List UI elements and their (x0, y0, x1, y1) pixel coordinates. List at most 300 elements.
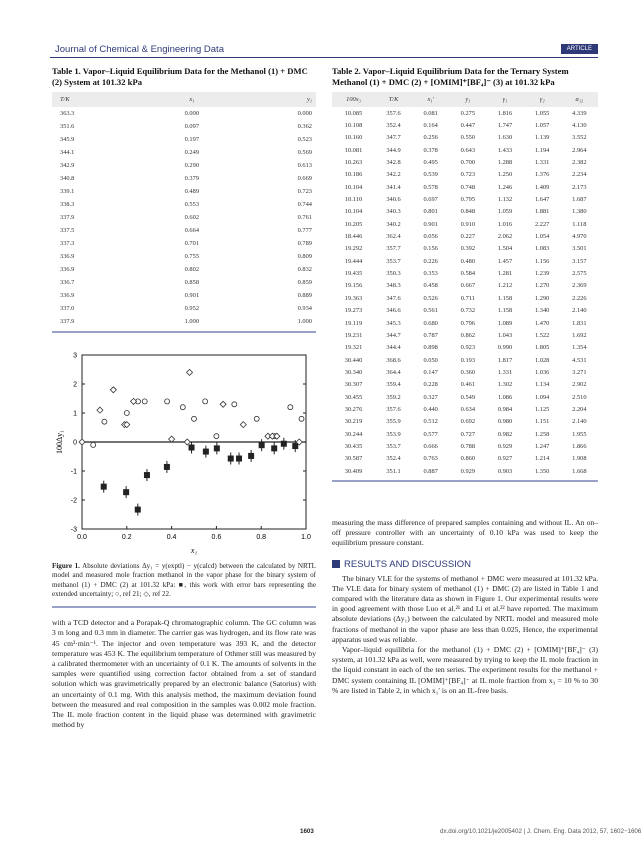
table-cell: 1.086 (497, 393, 513, 401)
table-cell: 0.156 (423, 245, 438, 253)
table-cell: 0.934 (297, 305, 312, 312)
x-axis-label: x₁ (190, 546, 198, 555)
table-cell: 0.569 (297, 149, 312, 156)
data-point-this-work (144, 472, 150, 478)
table-cell: 0.228 (423, 381, 438, 389)
table-cell: 0.952 (184, 305, 200, 312)
table-rule (52, 331, 316, 333)
table-cell: 336.9 (60, 253, 75, 260)
data-point-ref21 (288, 405, 293, 410)
table-cell: 344.7 (386, 331, 401, 339)
table-cell: 0.489 (184, 188, 200, 195)
table-cell: 0.669 (297, 175, 312, 182)
table-cell: 30.435 (344, 442, 363, 450)
table-cell: 2.062 (497, 233, 513, 241)
table-row (52, 237, 316, 250)
table-cell: 364.4 (386, 368, 401, 376)
table-cell: 1.522 (534, 331, 550, 339)
column-header: x₁ (189, 96, 195, 103)
table-cell: 346.6 (386, 307, 401, 315)
table-cell: 1.908 (572, 455, 587, 463)
table-rule (332, 480, 598, 482)
table-row (332, 416, 598, 428)
table-row (332, 206, 598, 218)
table-row (332, 317, 598, 329)
table-cell: 0.723 (297, 188, 312, 195)
table-cell: 30.276 (344, 405, 363, 413)
table-cell: 2.234 (572, 171, 587, 179)
table-cell: 30.340 (344, 368, 363, 376)
table-cell: 0.666 (423, 442, 438, 450)
table-cell: 0.697 (423, 196, 438, 204)
table-cell: 350.3 (386, 270, 401, 278)
table-cell: 10.081 (344, 146, 363, 154)
table-row (332, 230, 598, 242)
data-point-ref22 (79, 439, 85, 445)
table-cell: 1.158 (497, 307, 513, 315)
table-cell: 1.016 (497, 220, 513, 228)
caption-text: Absolute deviations Δy₁ = y(exptl) − y(calcd) between the calculated by NRTL model and measured mole fraction methanol in the vapor phase for the binary system of methanol (1) + DMC (2) at 101.32 kPa: ■, this work with error bars representing the extended uncertainty; ○, ref 21; ◇, ref 22. (52, 562, 316, 598)
data-point-ref21 (254, 416, 259, 421)
table-row (332, 193, 598, 205)
table-cell: 1.340 (534, 307, 550, 315)
x-tick-label: 0.2 (121, 534, 132, 541)
table-row (332, 379, 598, 391)
column-header: 100x₃ (346, 96, 361, 103)
body-paragraph: Vapor–liquid equilibria for the methanol (1) + DMC (2) + [OMIM]⁺[BF₄]⁻ (3) system, at 101.32 kPa as well, were measured by trying to keep the IL mole fraction in the liquid constant in each of the ten series. The experiment results for the methanol + DMC system containing IL [OMIM]⁺[BF₄]⁻ at IL mole fraction from x₃ = 10 % to 30 % are listed in Table 2, in which x₁′ is on an IL-free basis. (332, 645, 598, 695)
table-cell: 1.089 (497, 319, 513, 327)
table-cell: 362.4 (386, 233, 401, 241)
table-cell: 0.801 (423, 208, 438, 216)
table-cell: 357.6 (386, 109, 401, 117)
table-row (332, 391, 598, 403)
table-cell: 357.7 (386, 245, 401, 253)
table2 (332, 92, 598, 477)
table-cell: 0.227 (460, 233, 476, 241)
table-row (332, 453, 598, 465)
table-cell: 345.9 (60, 136, 75, 143)
table-cell: 340.3 (386, 208, 401, 216)
table-cell: 0.362 (297, 123, 312, 130)
data-point-ref21 (165, 399, 170, 404)
data-point-ref22 (220, 401, 226, 407)
table-cell: 1.239 (534, 270, 550, 278)
table-row (332, 403, 598, 415)
table-cell: 1.194 (534, 146, 550, 154)
table-cell: 0.526 (423, 294, 438, 302)
table-row (332, 169, 598, 181)
table-cell: 1.094 (534, 393, 550, 401)
table-cell: 0.290 (184, 162, 200, 169)
table-row (332, 267, 598, 279)
table-cell: 0.643 (460, 146, 476, 154)
table-cell: 0.858 (184, 279, 200, 286)
table-cell: 0.929 (460, 467, 476, 475)
right-text-column (332, 518, 598, 696)
table-cell: 0.923 (460, 344, 476, 352)
table-cell: 1.281 (497, 270, 513, 278)
table-row (332, 354, 598, 366)
figure1-chart (52, 345, 318, 555)
table-cell: 0.796 (460, 319, 476, 327)
table-cell: 1.831 (572, 319, 587, 327)
table-cell: 0.711 (460, 294, 475, 302)
table-cell: 0.761 (297, 214, 312, 221)
table-cell: 0.732 (460, 307, 476, 315)
table-cell: 0.832 (297, 266, 312, 273)
table-cell: 0.461 (460, 381, 476, 389)
table-row (52, 224, 316, 237)
table-cell: 30.219 (344, 418, 363, 426)
table-cell: 3.552 (572, 134, 587, 142)
table-cell: 0.553 (184, 201, 200, 208)
table-cell: 348.3 (386, 282, 401, 290)
table-cell: 1.955 (572, 430, 587, 438)
table-cell: 2.227 (534, 220, 550, 228)
table-cell: 0.056 (423, 233, 438, 241)
column-header: γ₂ (539, 96, 545, 103)
body-paragraph: The binary VLE for the systems of methanol + DMC were measured at 101.32 kPa. The VLE data for binary system of methanol (1) + DMC (2) are listed in Table 1 and compared with the literature data as shown in Figure 1. Our experimental results were in good agreement with those Luo et al.²¹ and Li et al.²² have reported. The maximum absolute deviations (Δy₁) between the calculated by NRTL model and measured mole fractions of methanol in the vapor phase are less than 0.025, Hence, the experimental apparatus used was reliable. (332, 573, 598, 644)
table-cell: 1.805 (534, 344, 550, 352)
table-cell: 344.1 (60, 149, 75, 156)
figure-label: Figure 1. (52, 562, 80, 570)
table-cell: 0.789 (297, 240, 312, 247)
table-cell: 0.164 (423, 122, 438, 130)
table-row (332, 119, 598, 131)
table-cell: 1.258 (534, 430, 550, 438)
table-cell: 344.4 (386, 344, 401, 352)
table-cell: 352.4 (386, 122, 401, 130)
page-number: 1603 (300, 828, 314, 835)
data-point-ref22 (131, 398, 137, 404)
table-cell: 2.382 (572, 159, 587, 167)
table-cell: 353.7 (386, 442, 401, 450)
table-cell: 1.083 (534, 245, 550, 253)
table-cell: 1.354 (572, 344, 587, 352)
table-cell: 2.140 (572, 418, 587, 426)
table-cell: 1.380 (572, 208, 587, 216)
table-cell: 19.435 (344, 270, 363, 278)
data-point-ref21 (299, 416, 304, 421)
table-cell: 0.440 (423, 405, 438, 413)
y-tick-label: -3 (70, 526, 77, 534)
table-row (52, 250, 316, 263)
table-cell: 2.173 (572, 183, 587, 191)
table-cell: 0.982 (497, 430, 513, 438)
table-cell: 344.9 (386, 146, 401, 154)
table-cell: 19.156 (344, 282, 363, 290)
table-cell: 1.433 (497, 146, 513, 154)
x-tick-label: 0.8 (256, 534, 267, 541)
table-cell: 1.376 (534, 171, 550, 179)
table-cell: 338.3 (60, 201, 75, 208)
table-cell: 0.081 (423, 109, 438, 117)
table-cell: 0.379 (184, 175, 200, 182)
table-cell: 1.246 (497, 183, 513, 191)
table-cell: 1.059 (497, 208, 513, 216)
data-point-this-work (214, 445, 220, 451)
table-row (332, 329, 598, 341)
table-cell: 30.244 (344, 430, 363, 438)
table-cell: 1.043 (497, 331, 513, 339)
table-cell: 363.3 (60, 110, 75, 117)
table-cell: 30.409 (344, 467, 363, 475)
table-cell: 0.860 (460, 455, 476, 463)
table-cell: 1.817 (497, 356, 513, 364)
table-cell: 3.501 (572, 245, 587, 253)
table-cell: 1.156 (534, 257, 550, 265)
table-row (52, 211, 316, 224)
table-row (332, 465, 598, 477)
table-cell: 0.910 (460, 220, 476, 228)
table-cell: 2.964 (572, 146, 587, 154)
table-cell: 345.3 (386, 319, 401, 327)
table-cell: 1.139 (534, 134, 550, 142)
table-cell: 0.512 (423, 418, 438, 426)
table-cell: 0.889 (297, 292, 312, 299)
table-cell: 3.271 (572, 368, 587, 376)
table-row (52, 276, 316, 289)
table-cell: 0.000 (297, 110, 312, 117)
table-cell: 0.275 (460, 109, 476, 117)
table-cell: 1.747 (497, 122, 513, 130)
table-row (332, 255, 598, 267)
table-row (52, 107, 316, 120)
table-cell: 0.664 (184, 227, 200, 234)
table-row (332, 243, 598, 255)
table-cell: 0.788 (460, 442, 476, 450)
table-cell: 1.118 (572, 220, 587, 228)
data-point-ref22 (110, 387, 116, 393)
table-row (332, 107, 598, 119)
table-cell: 0.634 (460, 405, 476, 413)
page-header (50, 44, 598, 58)
table-cell: 2.369 (572, 282, 587, 290)
data-point-this-work (123, 489, 129, 495)
table-cell: 1.504 (497, 245, 513, 253)
table-cell: 0.249 (184, 149, 200, 156)
table-cell: 10.160 (344, 134, 363, 142)
table-cell: 2.204 (572, 405, 587, 413)
data-point-this-work (203, 449, 209, 455)
table-cell: 353.7 (386, 257, 401, 265)
section-heading (332, 559, 598, 570)
table-cell: 1.132 (497, 196, 513, 204)
y-tick-label: 1 (73, 410, 77, 418)
table-cell: 1.054 (534, 233, 550, 241)
data-point-this-work (236, 456, 242, 462)
table-cell: 347.7 (386, 134, 401, 142)
data-point-ref21 (232, 402, 237, 407)
data-point-ref22 (169, 436, 175, 442)
table-cell: 1.331 (497, 368, 513, 376)
table-cell: 2.140 (572, 307, 587, 315)
table-cell: 1.302 (497, 381, 513, 389)
table-cell: 0.480 (460, 257, 476, 265)
table-cell: 0.755 (184, 253, 200, 260)
column-header: y₁ (306, 96, 312, 103)
table-cell: 0.763 (423, 455, 438, 463)
y-axis-label: 100Δy₁ (55, 430, 64, 454)
table-cell: 1.288 (497, 159, 513, 167)
table-cell: 0.193 (460, 356, 476, 364)
table-cell: 0.929 (497, 442, 513, 450)
data-point-ref22 (240, 422, 246, 428)
data-point-ref21 (124, 411, 129, 416)
table-cell: 0.147 (423, 368, 438, 376)
y-tick-label: 2 (73, 381, 77, 389)
table-cell: 19.119 (344, 319, 363, 327)
table-cell: 1.000 (184, 318, 200, 325)
table-cell: 0.495 (423, 159, 438, 167)
column-header: y₁ (465, 96, 471, 103)
table-cell: 10.186 (344, 171, 363, 179)
table-row (332, 440, 598, 452)
caption-rule (52, 606, 316, 608)
table-cell: 352.4 (386, 455, 401, 463)
table-cell: 337.0 (60, 305, 75, 312)
table-cell: 0.887 (423, 467, 438, 475)
table-cell: 351.1 (386, 467, 401, 475)
table-row (332, 366, 598, 378)
table-cell: 1.247 (534, 442, 550, 450)
table-cell: 340.8 (60, 175, 75, 182)
table-cell: 2.575 (572, 270, 587, 278)
table-cell: 30.455 (344, 393, 363, 401)
table-cell: 1.881 (534, 208, 550, 216)
table-row (52, 315, 316, 328)
table-cell: 0.353 (423, 270, 438, 278)
data-point-ref22 (184, 439, 190, 445)
table-cell: 0.744 (297, 201, 312, 208)
table-cell: 359.4 (386, 381, 401, 389)
table-cell: 10.108 (344, 122, 363, 130)
table-cell: 0.809 (297, 253, 312, 260)
table-cell: 0.578 (423, 183, 438, 191)
data-point-ref21 (214, 434, 219, 439)
table-cell: 0.777 (297, 227, 312, 234)
table-cell: 0.097 (184, 123, 200, 130)
table-cell: 0.549 (460, 393, 476, 401)
table-cell: 30.307 (344, 381, 363, 389)
x-tick-label: 0.4 (166, 534, 177, 541)
data-point-this-work (228, 456, 234, 462)
table-cell: 0.523 (297, 136, 312, 143)
table-cell: 0.795 (460, 196, 476, 204)
journal-title: Journal of Chemical & Engineering Data (55, 44, 224, 55)
table-row (332, 342, 598, 354)
table1-block (52, 66, 316, 333)
table-cell: 19.444 (344, 257, 363, 265)
table-cell: 1.409 (534, 183, 550, 191)
table-cell: 0.539 (423, 171, 438, 179)
table-cell: 1.158 (497, 294, 513, 302)
table-cell: 30.440 (344, 356, 363, 364)
table-cell: 10.104 (344, 183, 363, 191)
figure1-caption-block (52, 562, 316, 730)
table-cell: 1.470 (534, 319, 550, 327)
table-cell: 1.270 (534, 282, 550, 290)
table-cell: 1.647 (534, 196, 550, 204)
table-cell: 0.550 (460, 134, 476, 142)
table-cell: 0.859 (297, 279, 312, 286)
table-cell: 1.151 (534, 418, 550, 426)
table-cell: 355.9 (386, 418, 401, 426)
table-cell: 0.980 (497, 418, 513, 426)
table-cell: 1.134 (534, 381, 550, 389)
table-cell: 4.970 (572, 233, 587, 241)
table-cell: 1.692 (572, 331, 587, 339)
table-cell: 0.990 (497, 344, 513, 352)
table-cell: 0.700 (460, 159, 476, 167)
table-cell: 1.125 (534, 405, 550, 413)
table-cell: 0.447 (460, 122, 476, 130)
table-cell: 337.9 (60, 318, 75, 325)
column-header: T/K (388, 96, 399, 103)
table-cell: 4.339 (572, 109, 587, 117)
table-cell: 10.085 (344, 109, 363, 117)
table-cell: 0.862 (460, 331, 476, 339)
table-cell: 0.577 (423, 430, 438, 438)
data-point-this-work (189, 445, 195, 451)
table-cell: 342.8 (386, 159, 401, 167)
data-point-this-work (248, 453, 254, 459)
table-cell: 10.104 (344, 208, 363, 216)
table-cell: 336.9 (60, 292, 75, 299)
data-point-ref21 (203, 399, 208, 404)
table-row (52, 172, 316, 185)
table-cell: 0.802 (184, 266, 200, 273)
table-row (332, 428, 598, 440)
table-cell: 18.446 (344, 233, 363, 241)
table-cell: 0.787 (423, 331, 438, 339)
table-cell: 0.602 (184, 214, 200, 221)
column-header: α₁₂ (575, 96, 584, 103)
table-cell: 1.630 (497, 134, 513, 142)
y-tick-label: -1 (70, 468, 77, 476)
table-cell: 0.680 (423, 319, 438, 327)
table-cell: 0.584 (460, 270, 476, 278)
y-tick-label: -2 (70, 497, 77, 505)
table2-block (332, 66, 598, 482)
table-cell: 0.903 (497, 467, 513, 475)
data-point-ref22 (97, 407, 103, 413)
table-cell: 1.028 (534, 356, 550, 364)
data-point-ref22 (187, 369, 193, 375)
table-cell: 0.727 (460, 430, 476, 438)
table-cell: 342.2 (386, 171, 401, 179)
column-header: γ₁ (502, 96, 508, 103)
table-cell: 1.816 (497, 109, 513, 117)
table-cell: 0.378 (423, 146, 438, 154)
table-row (52, 302, 316, 315)
table-cell: 337.5 (60, 227, 75, 234)
table-cell: 0.898 (423, 344, 438, 352)
table-cell: 2.226 (572, 294, 587, 302)
body-paragraph: with a TCD detector and a Porapak-Q chromatographic column. The GC column was 3 m long and 0.3 mm in diameter. The carrier gas was hydrogen, and its flow rate was 45 cm³·min⁻¹. The injector and oven temperature was 393 K, and the detector temperature was 453 K. The equilibrium temperature of Othmer still was measured by a calibrated thermometer with an uncertainty of 0.1 K. The amounts of solvents in the samples were quantified using correction factor obtained from a set of standard solution which was gravimetrically prepared by an electronic balance (Satorius) with an uncertainty of 0.1 mg. With this analysis method, the maximum deviation found between the measured and real composition in the samples was 0.002 mole fraction. The IL mole fraction content in the liquid phase was determined with gravimetric method by (52, 618, 316, 730)
table-cell: 1.457 (497, 257, 513, 265)
table-cell: 1.350 (534, 467, 550, 475)
table-cell: 347.6 (386, 294, 401, 302)
table-row (332, 292, 598, 304)
table-cell: 0.360 (460, 368, 476, 376)
doi-citation[interactable]: dx.doi.org/10.1021/je2005402 | J. Chem. Eng. Data 2012, 57, 1602−1606 (440, 828, 642, 835)
data-point-ref21 (91, 442, 96, 447)
table-cell: 0.901 (423, 220, 438, 228)
table-cell: 342.9 (60, 162, 75, 169)
table-cell: 10.110 (344, 196, 363, 204)
table-cell: 2.510 (572, 393, 587, 401)
